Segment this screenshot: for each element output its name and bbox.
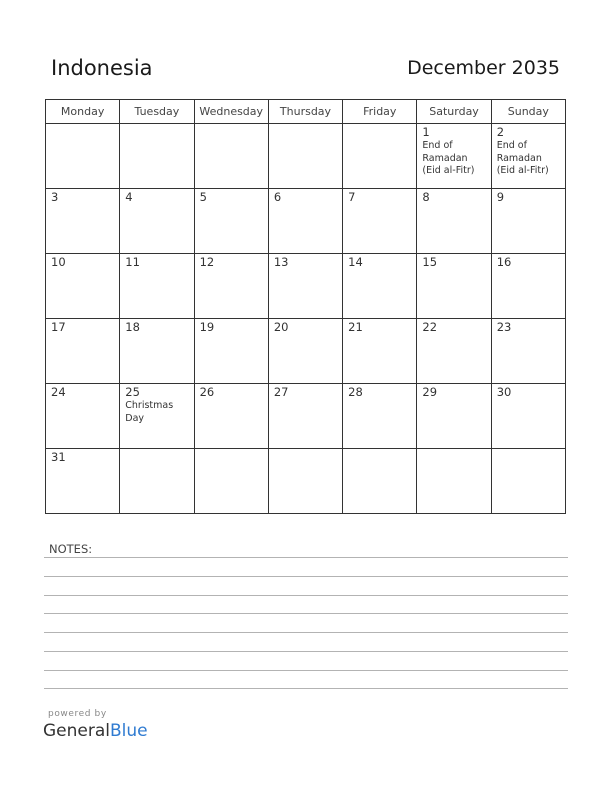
calendar-day-cell (120, 449, 194, 514)
calendar-week-row (46, 319, 566, 384)
calendar-day-cell (343, 449, 417, 514)
day-number: 3 (51, 190, 59, 204)
calendar-day-cell (417, 319, 491, 384)
calendar-week-row (46, 449, 566, 514)
day-number: 26 (199, 385, 215, 399)
calendar-day-cell (491, 384, 565, 449)
note-line (44, 688, 568, 689)
calendar-day-cell (268, 124, 342, 189)
day-number: 21 (348, 320, 363, 334)
calendar-day-cell (343, 189, 417, 254)
calendar-day-cell (46, 449, 120, 514)
calendar-day-cell (417, 124, 491, 189)
calendar-day-cell (120, 124, 194, 189)
calendar-day-cell (268, 449, 342, 514)
holiday-label: Christmas Day (125, 400, 174, 424)
calendar-day-cell (268, 189, 342, 254)
day-number: 4 (125, 190, 133, 204)
calendar-day-cell (194, 189, 268, 254)
calendar-grid (45, 99, 566, 514)
weekday-wednesday: Wednesday (194, 100, 268, 124)
day-number: 5 (199, 190, 207, 204)
holiday-label: End of Ramadan (Eid al-Fitr) (422, 140, 475, 176)
day-number: 1 (422, 125, 430, 139)
day-number: 30 (496, 385, 512, 399)
calendar-day-cell (417, 189, 491, 254)
note-line (44, 670, 568, 671)
calendar-day-cell (194, 319, 268, 384)
note-line (44, 557, 568, 558)
calendar-day-cell (194, 254, 268, 319)
note-line (44, 595, 568, 596)
day-number: 27 (273, 385, 289, 399)
calendar-week-row (46, 124, 566, 189)
day-number: 8 (422, 190, 430, 204)
calendar-day-cell (120, 254, 194, 319)
calendar-day-cell (343, 124, 417, 189)
weekday-thursday: Thursday (268, 100, 342, 124)
note-line (44, 651, 568, 652)
calendar-day-cell (120, 189, 194, 254)
calendar-day-cell (491, 319, 565, 384)
month-year-title: December 2035 (407, 57, 560, 79)
calendar-day-cell (194, 384, 268, 449)
calendar-day-cell (343, 254, 417, 319)
day-number: 18 (125, 320, 140, 334)
calendar-day-cell (194, 449, 268, 514)
day-number: 20 (273, 320, 289, 334)
weekday-header-row (46, 100, 566, 124)
day-number: 10 (51, 255, 66, 269)
day-number: 9 (496, 190, 505, 204)
weekday-sunday: Sunday (491, 100, 565, 124)
calendar-day-cell (417, 384, 491, 449)
calendar-week-row (46, 189, 566, 254)
country-title: Indonesia (51, 56, 153, 80)
day-number: 24 (51, 385, 66, 399)
calendar-day-cell (268, 384, 342, 449)
day-number: 22 (422, 320, 438, 334)
day-number: 12 (199, 255, 215, 269)
powered-by-text: powered by (48, 709, 107, 719)
day-number: 16 (496, 255, 512, 269)
calendar-day-cell (46, 384, 120, 449)
note-line (44, 613, 568, 614)
calendar-day-cell (491, 254, 565, 319)
brand-blue: Blue (110, 721, 148, 741)
day-number: 23 (496, 320, 512, 334)
calendar-day-cell (491, 449, 565, 514)
day-number: 17 (51, 320, 66, 334)
day-number: 13 (273, 255, 289, 269)
calendar-week-row (46, 254, 566, 319)
day-number: 2 (496, 125, 505, 139)
calendar-day-cell (417, 449, 491, 514)
holiday-label: End of Ramadan (Eid al-Fitr) (496, 140, 549, 176)
calendar-day-cell (194, 124, 268, 189)
calendar-day-cell (343, 384, 417, 449)
brand-general: General (43, 721, 110, 741)
calendar-day-cell (343, 319, 417, 384)
calendar-day-cell (120, 384, 194, 449)
weekday-monday: Monday (46, 100, 120, 124)
calendar-day-cell (46, 254, 120, 319)
day-number: 15 (422, 255, 438, 269)
calendar-day-cell (268, 319, 342, 384)
day-number: 25 (125, 385, 140, 399)
calendar-day-cell (46, 124, 120, 189)
day-number: 11 (125, 255, 140, 269)
calendar-day-cell (491, 124, 565, 189)
weekday-friday: Friday (343, 100, 417, 124)
day-number: 19 (199, 320, 215, 334)
note-line (44, 632, 568, 633)
calendar-day-cell (46, 189, 120, 254)
day-number: 6 (273, 190, 282, 204)
day-number: 28 (348, 385, 363, 399)
day-number: 31 (51, 450, 66, 464)
weekday-tuesday: Tuesday (120, 100, 194, 124)
day-number: 29 (422, 385, 438, 399)
day-number: 7 (348, 190, 356, 204)
calendar-day-cell (417, 254, 491, 319)
notes-label: NOTES: (49, 542, 93, 556)
weekday-saturday: Saturday (417, 100, 491, 124)
note-line (44, 576, 568, 577)
day-number: 14 (348, 255, 363, 269)
calendar-day-cell (46, 319, 120, 384)
generalblue-logo[interactable] (43, 721, 148, 741)
calendar-day-cell (268, 254, 342, 319)
calendar-week-row (46, 384, 566, 449)
calendar-day-cell (491, 189, 565, 254)
calendar-day-cell (120, 319, 194, 384)
